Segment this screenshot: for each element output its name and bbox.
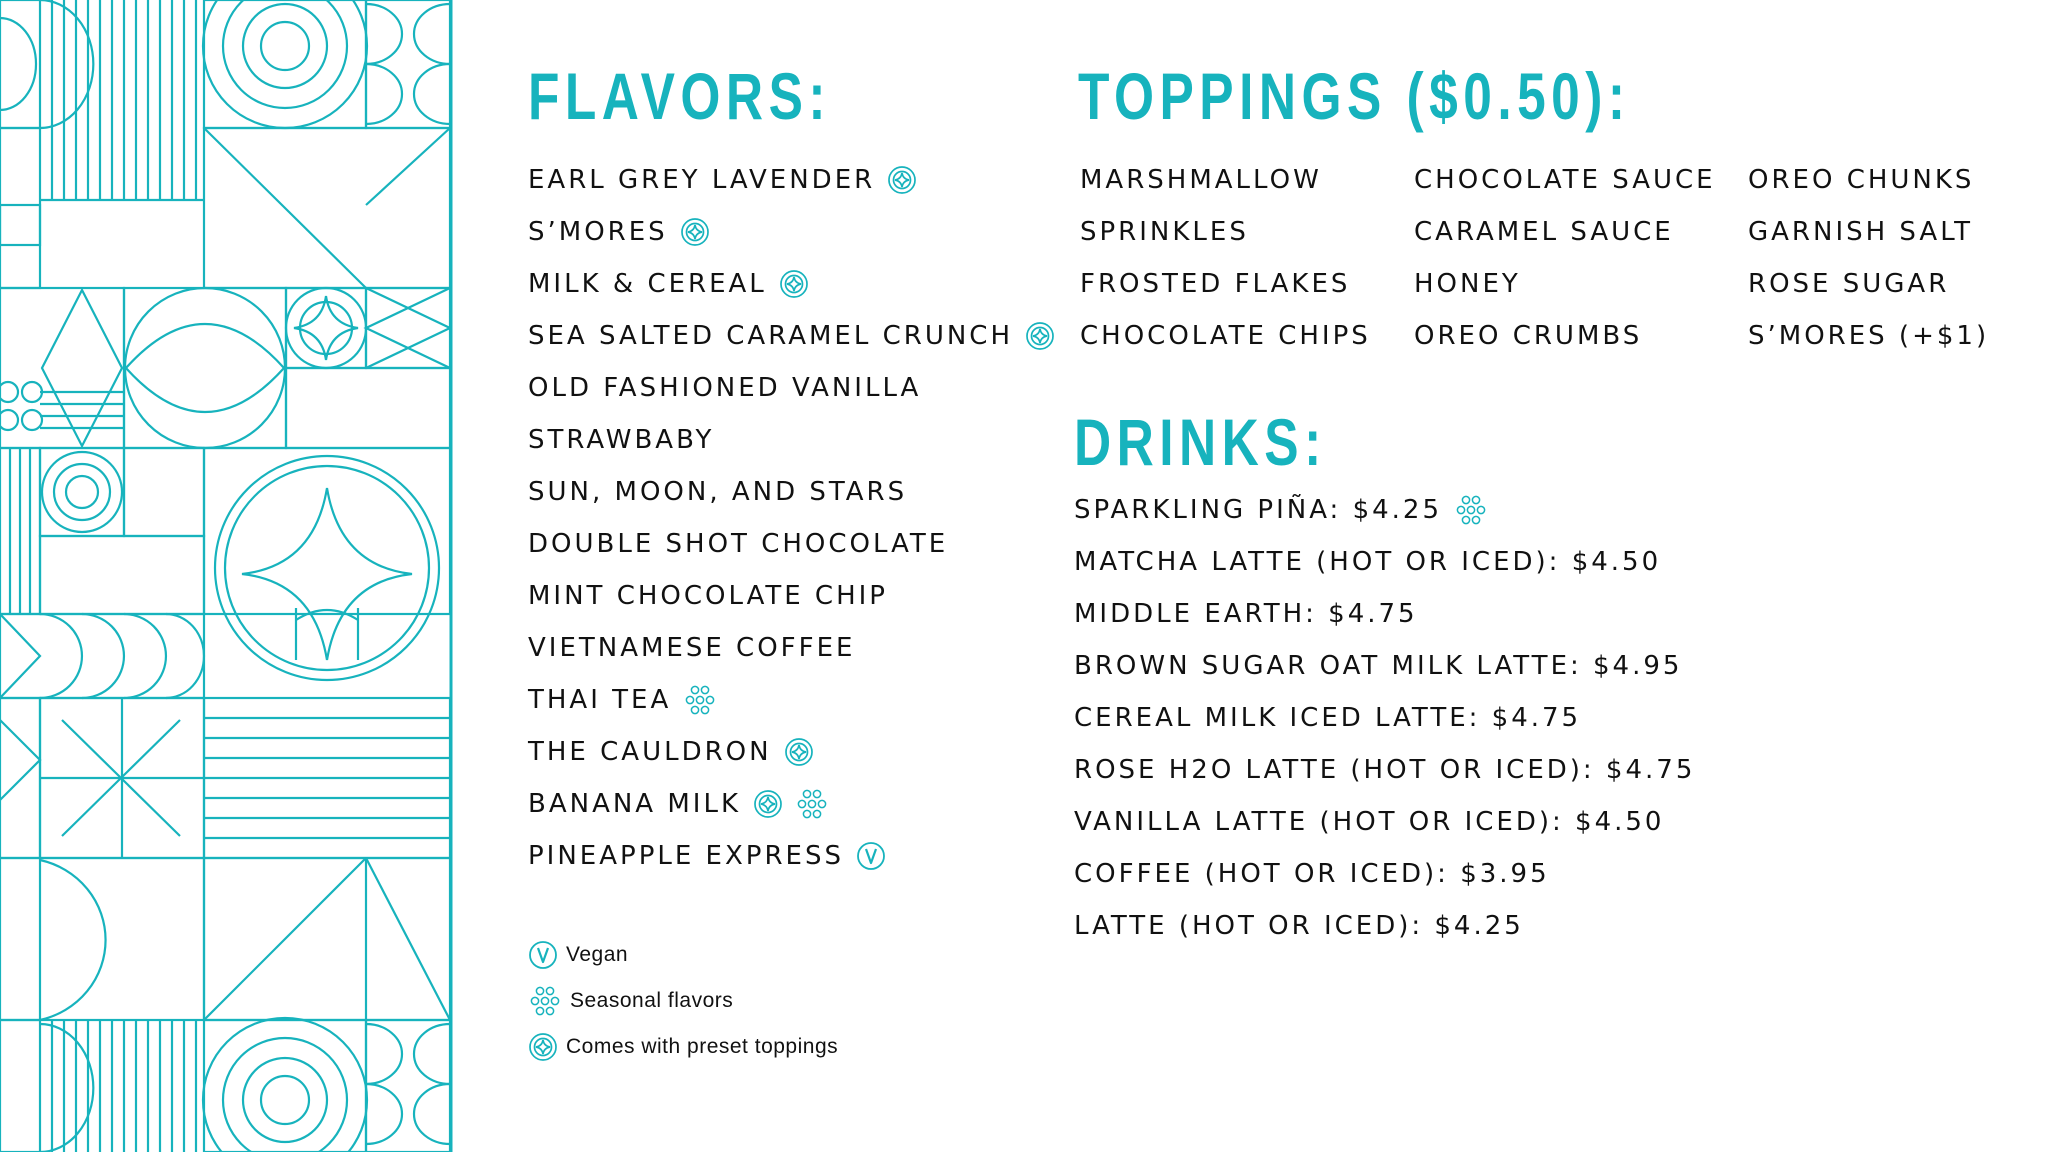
topping-item: HONEY bbox=[1414, 269, 1521, 299]
seasonal-icon bbox=[528, 984, 562, 1018]
flavor-item bbox=[528, 154, 1055, 206]
flavor-item bbox=[528, 258, 1055, 310]
topping-item: OREO CRUMBS bbox=[1414, 321, 1643, 351]
drink-item bbox=[1074, 484, 1695, 536]
drink-item bbox=[1074, 744, 1695, 796]
flavor-item-label: SEA SALTED CARAMEL CRUNCH bbox=[528, 321, 1014, 351]
drink-item bbox=[1074, 588, 1695, 640]
drink-item bbox=[1074, 900, 1695, 952]
topping-item: SPRINKLES bbox=[1080, 217, 1249, 247]
drinks-heading: DRINKS: bbox=[1074, 405, 1327, 479]
drink-item bbox=[1074, 692, 1695, 744]
drink-item bbox=[1074, 536, 1695, 588]
preset-toppings-icon bbox=[528, 1032, 558, 1062]
flavor-item-label: THE CAULDRON bbox=[528, 737, 772, 767]
flavor-item bbox=[528, 362, 1055, 414]
drink-item-label: MATCHA LATTE (HOT OR ICED): $4.50 bbox=[1074, 547, 1662, 577]
vegan-icon bbox=[528, 940, 558, 970]
flavor-item-label: STRAWBABY bbox=[528, 425, 715, 455]
flavor-item bbox=[528, 830, 1055, 882]
topping-item: CHOCOLATE CHIPS bbox=[1080, 321, 1371, 351]
flavor-item-label: BANANA MILK bbox=[528, 789, 741, 819]
drink-item bbox=[1074, 640, 1695, 692]
toppings-heading: TOPPINGS ($0.50): bbox=[1078, 59, 1631, 133]
preset-toppings-icon bbox=[1025, 321, 1055, 351]
drink-item-label: SPARKLING PIÑA: $4.25 bbox=[1074, 495, 1443, 525]
toppings-column-1 bbox=[1080, 154, 1371, 362]
legend-label: Comes with preset toppings bbox=[566, 1035, 839, 1058]
seasonal-icon bbox=[795, 787, 829, 821]
topping-item: MARSHMALLOW bbox=[1080, 165, 1322, 195]
topping-item: GARNISH SALT bbox=[1748, 217, 1973, 247]
flavor-item bbox=[528, 206, 1055, 258]
vegan-icon bbox=[856, 841, 886, 871]
flavor-item bbox=[528, 310, 1055, 362]
flavor-item-label: MINT CHOCOLATE CHIP bbox=[528, 581, 888, 611]
preset-toppings-icon bbox=[753, 789, 783, 819]
drink-item-label: COFFEE (HOT OR ICED): $3.95 bbox=[1074, 859, 1550, 889]
preset-toppings-icon bbox=[887, 165, 917, 195]
preset-toppings-icon bbox=[779, 269, 809, 299]
flavor-item bbox=[528, 518, 1055, 570]
drink-item bbox=[1074, 848, 1695, 900]
flavor-item bbox=[528, 466, 1055, 518]
flavor-item bbox=[528, 570, 1055, 622]
flavor-item bbox=[528, 726, 1055, 778]
flavor-item-label: DOUBLE SHOT CHOCOLATE bbox=[528, 529, 949, 559]
legend-item bbox=[528, 932, 838, 978]
legend bbox=[528, 932, 838, 1070]
topping-item: OREO CHUNKS bbox=[1748, 165, 1975, 195]
drink-item bbox=[1074, 796, 1695, 848]
toppings-column-3 bbox=[1748, 154, 1989, 362]
drink-item-label: CEREAL MILK ICED LATTE: $4.75 bbox=[1074, 703, 1582, 733]
geometric-pattern-panel bbox=[0, 0, 456, 1152]
topping-item: S’MORES (+$1) bbox=[1748, 321, 1990, 351]
topping-item: CARAMEL SAUCE bbox=[1414, 217, 1674, 247]
topping-item: FROSTED FLAKES bbox=[1080, 269, 1351, 299]
flavors-heading: FLAVORS: bbox=[528, 59, 831, 133]
flavor-item-label: VIETNAMESE COFFEE bbox=[528, 633, 856, 663]
legend-label: Seasonal flavors bbox=[570, 989, 734, 1012]
flavor-item-label: THAI TEA bbox=[528, 685, 672, 715]
flavor-item bbox=[528, 674, 1055, 726]
flavor-item bbox=[528, 622, 1055, 674]
flavor-item-label: MILK & CEREAL bbox=[528, 269, 767, 299]
topping-item: ROSE SUGAR bbox=[1748, 269, 1950, 299]
drink-item-label: MIDDLE EARTH: $4.75 bbox=[1074, 599, 1418, 629]
legend-item bbox=[528, 978, 838, 1024]
flavor-item-label: SUN, MOON, AND STARS bbox=[528, 477, 908, 507]
seasonal-icon bbox=[683, 683, 717, 717]
drink-item-label: BROWN SUGAR OAT MILK LATTE: $4.95 bbox=[1074, 651, 1683, 681]
flavor-item-label: EARL GREY LAVENDER bbox=[528, 165, 876, 195]
preset-toppings-icon bbox=[680, 217, 710, 247]
drinks-list bbox=[1074, 484, 1695, 952]
legend-label: Vegan bbox=[566, 943, 629, 966]
drink-item-label: VANILLA LATTE (HOT OR ICED): $4.50 bbox=[1074, 807, 1665, 837]
flavor-item-label: OLD FASHIONED VANILLA bbox=[528, 373, 922, 403]
flavor-item-label: S’MORES bbox=[528, 217, 668, 247]
flavor-item bbox=[528, 414, 1055, 466]
legend-item bbox=[528, 1024, 838, 1070]
drink-item-label: ROSE H2O LATTE (HOT OR ICED): $4.75 bbox=[1074, 755, 1696, 785]
topping-item: CHOCOLATE SAUCE bbox=[1414, 165, 1716, 195]
flavor-item bbox=[528, 778, 1055, 830]
seasonal-icon bbox=[1454, 493, 1488, 527]
drink-item-label: LATTE (HOT OR ICED): $4.25 bbox=[1074, 911, 1524, 941]
preset-toppings-icon bbox=[784, 737, 814, 767]
toppings-column-2 bbox=[1414, 154, 1716, 362]
flavors-list bbox=[528, 154, 1055, 882]
flavor-item-label: PINEAPPLE EXPRESS bbox=[528, 841, 844, 871]
